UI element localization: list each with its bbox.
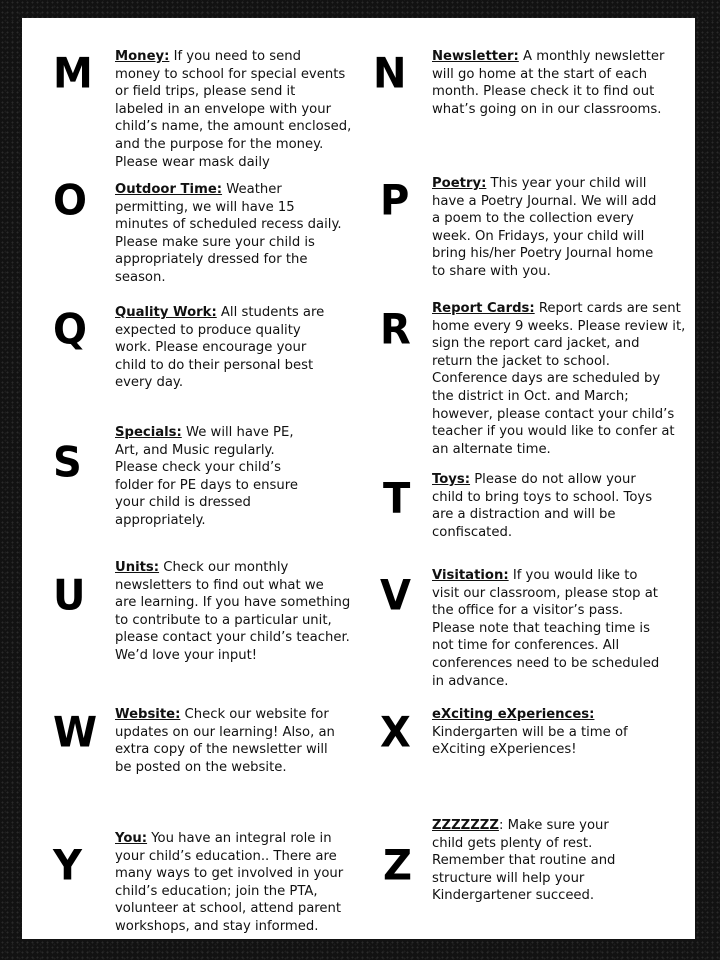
entry-title: Units: — [115, 560, 160, 575]
letter-v: V — [380, 571, 411, 621]
entry-title: Visitation: — [432, 568, 509, 583]
letter-m: M — [53, 49, 93, 99]
entry-body: A monthly newsletter will go home at the start of each month. Please check it to find out what’s going on in our classrooms. — [432, 49, 665, 117]
entry-toys — [432, 471, 652, 541]
entry-body: Please do not allow your child to bring toys to school. Toys are a distraction and will be confiscated. — [432, 472, 653, 540]
entry-body: Check our website for updates on our learning! Also, an extra copy of the newsletter will be posted on the website. — [115, 707, 335, 775]
letter-q: Q — [53, 305, 88, 355]
entry-units — [115, 559, 350, 665]
entry-body: You have an integral role in your child’s education.. There are many ways to get involved in your child’s education; join the PTA, volunteer at school, attend parent workshops, and stay informed. — [115, 831, 344, 934]
entry-body: Kindergarten will be a time of eXciting eXperiences! — [432, 724, 628, 758]
handbook-page — [22, 18, 695, 939]
entry-body: All students are expected to produce quality work. Please encourage your child to do their personal best every day. — [115, 305, 325, 391]
letter-o: O — [53, 176, 88, 226]
entry-outdoor-time — [115, 181, 342, 287]
entry-specials — [115, 424, 298, 530]
entry-title: Outdoor Time: — [115, 182, 223, 197]
entry-title: Newsletter: — [432, 49, 519, 64]
letter-p: P — [380, 176, 410, 226]
entry-title: You: — [115, 831, 148, 846]
letter-y: Y — [53, 841, 82, 891]
entry-title: ZZZZZZZ — [432, 818, 499, 833]
letter-t: T — [383, 474, 411, 524]
entry-title: Report Cards: — [432, 301, 535, 316]
entry-you — [115, 830, 343, 936]
entry-title: Poetry: — [432, 176, 487, 191]
entry-body: : Make sure your child gets plenty of rest. Remember that routine and structure will help your Kindergartener succeed. — [432, 818, 616, 904]
entry-body: If you need to send money to school for special events or field trips, please send it labeled in an envelope with your child’s name, the amount enclosed, and the purpose for the money. Please wear mask daily — [115, 49, 352, 170]
entry-exciting-experiences — [432, 706, 628, 759]
entry-body: We will have PE, Art, and Music regularly. Please check your child’s folder for PE days to ensure your child is dressed appropriately. — [115, 425, 298, 528]
letter-s: S — [53, 438, 82, 488]
entry-money — [115, 48, 351, 171]
entry-title: Money: — [115, 49, 170, 64]
entry-body: Check our monthly newsletters to find out what we are learning. If you have something to contribute to a particular unit, please contact your child’s teacher. We’d love your input! — [115, 560, 351, 663]
entry-body: This year your child will have a Poetry Journal. We will add a poem to the collection every week. On Fridays, your child will bring his/her Poetry Journal home to share with you. — [432, 176, 657, 279]
entry-title: Toys: — [432, 472, 471, 487]
entry-body: Report cards are sent home every 9 weeks. Please review it, sign the report card jacket, and return the jacket to school. Conference days are scheduled by the district in Oct. and March; however, please contact your child’s teacher if you would like to confer at an alternate time. — [432, 301, 686, 457]
entry-title: Specials: — [115, 425, 182, 440]
letter-x: X — [380, 708, 411, 758]
entry-title: Quality Work: — [115, 305, 217, 320]
entry-website — [115, 706, 335, 776]
letter-u: U — [53, 571, 86, 621]
entry-body: Weather permitting, we will have 15 minutes of scheduled recess daily. Please make sure your child is appropriately dressed for the season. — [115, 182, 342, 285]
entry-newsletter — [432, 48, 664, 118]
entry-zzzzzzz — [432, 817, 615, 905]
letter-r: R — [380, 305, 411, 355]
letter-n: N — [373, 49, 407, 99]
entry-title: Website: — [115, 707, 181, 722]
entry-report-cards — [432, 300, 685, 458]
entry-poetry — [432, 175, 656, 281]
entry-body: If you would like to visit our classroom, please stop at the office for a visitor’s pass. Please note that teaching time is not time for conferences. All conferences need to be scheduled in advance. — [432, 568, 660, 689]
entry-title: eXciting eXperiences: — [432, 707, 595, 722]
entry-visitation — [432, 567, 659, 690]
letter-w: W — [53, 708, 98, 758]
letter-z: Z — [383, 841, 413, 891]
entry-quality-work — [115, 304, 324, 392]
